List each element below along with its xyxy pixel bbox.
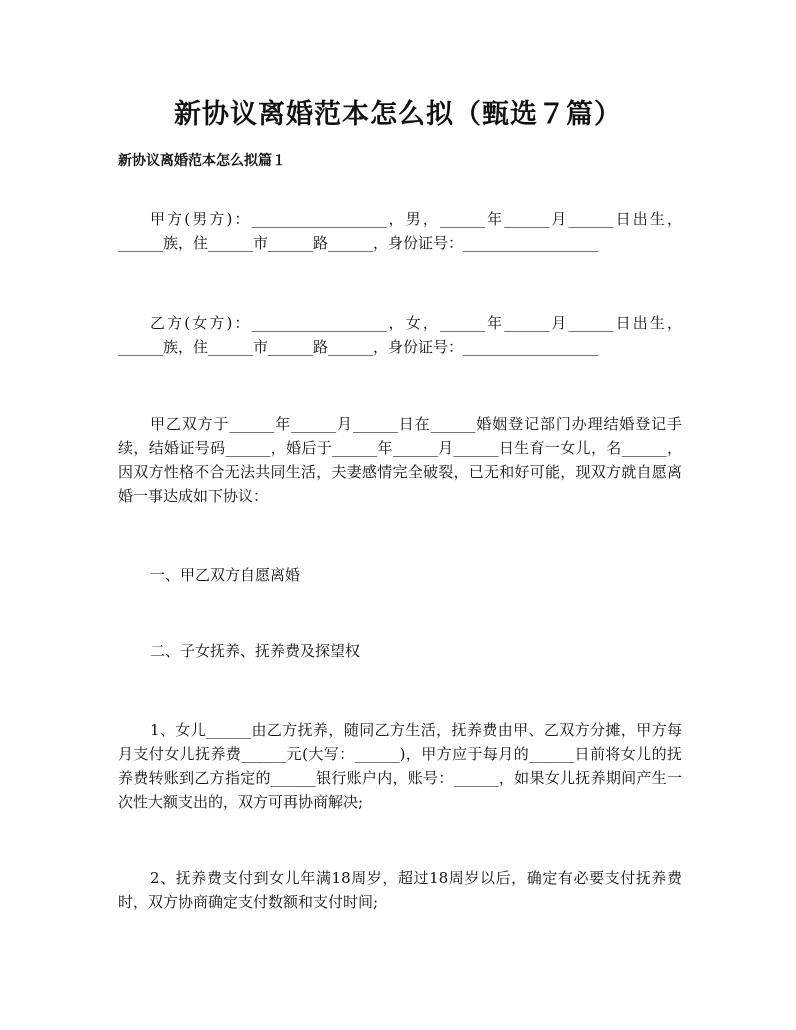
- party-b-paragraph: 乙方(女方)：__________________，女，______年______月______日出生，______族，住______市______路______，身份证号：__________________: [118, 314, 682, 356]
- marriage-background-paragraph: 甲乙双方于______年______月______日在______婚姻登记部门办理结婚登记手续，结婚证号码______，婚后于______年______月______日生育一女儿，名______，因双方性格不合无法共同生活，夫妻感情完全破裂，已无和好可能，现双方就自愿离婚一事达成如下协议：: [118, 415, 682, 505]
- document-title: 新协议离婚范本怎么拟（甄选７篇）: [174, 99, 622, 130]
- clause-two-heading: 二、子女抚养、抚养费及探望权: [150, 642, 361, 660]
- party-a-paragraph: 甲方(男方)：__________________，男，______年______月______日出生，______族，住______市______路______，身份证号：__________________: [118, 210, 682, 252]
- section-heading: 新协议离婚范本怎么拟篇１: [118, 153, 286, 169]
- child-support-item-1: 1、女儿______由乙方抚养，随同乙方生活，抚养费由甲、乙双方分摊，甲方每月支付女儿抚养费______元(大写：______)，甲方应于每月的______日前将女儿的抚养费转账到乙方指定的______银行账户内，账号：______，如果女儿抚养期间产生一次性大额支出的，双方可再协商解决;: [118, 721, 682, 811]
- child-support-item-2: 2、抚养费支付到女儿年满18周岁，超过18周岁以后，确定有必要支付抚养费时，双方协商确定支付数额和支付时间;: [118, 869, 682, 911]
- clause-one-heading: 一、甲乙双方自愿离婚: [150, 566, 301, 584]
